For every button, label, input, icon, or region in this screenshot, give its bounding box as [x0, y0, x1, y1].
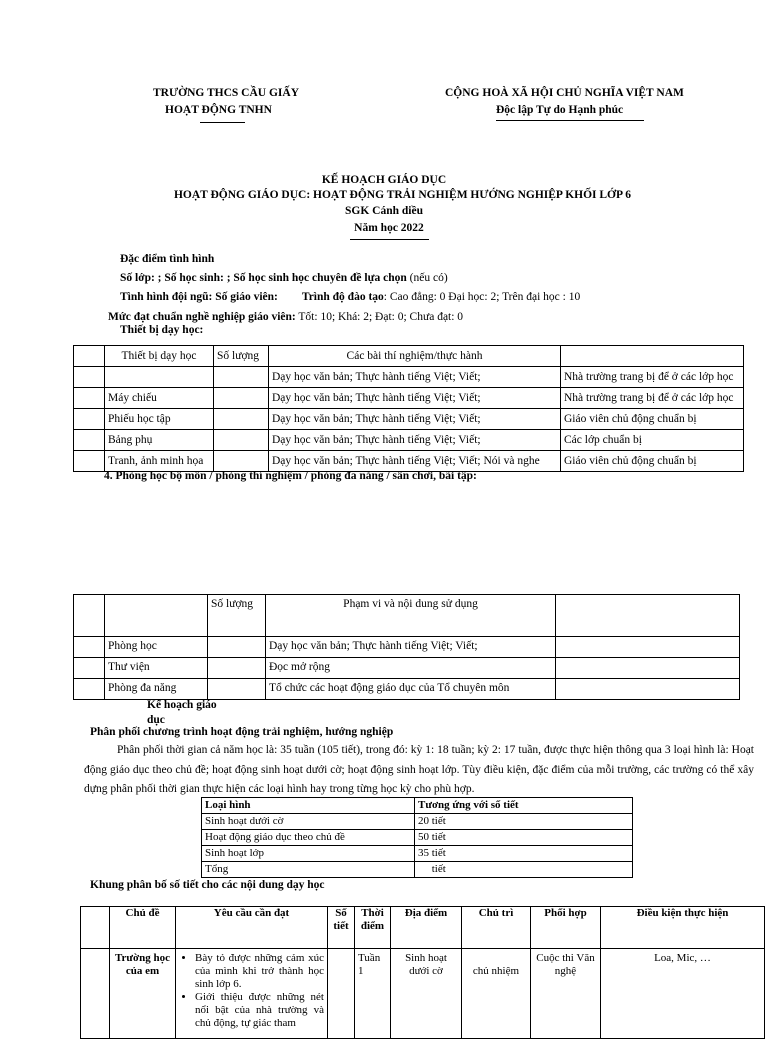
table-row [74, 637, 740, 658]
table-cell: Dạy học văn bản; Thực hành tiếng Việt; Viết; Nói và nghe [269, 451, 561, 472]
table-cell [74, 409, 105, 430]
staff-level-label: Trình độ đào tạo [301, 291, 384, 303]
table-cell: Dạy học văn bản; Thực hành tiếng Việt; Viết; [266, 637, 556, 658]
header-cell [561, 346, 744, 367]
table-cell: Sinh hoạt lớp [202, 846, 415, 862]
header-cell: Địa điểm [391, 907, 462, 949]
table-cell: Phòng đa năng [105, 679, 208, 700]
table-cell [556, 679, 740, 700]
table-cell: Tranh, ảnh minh họa [105, 451, 214, 472]
table-cell [214, 367, 269, 388]
nation-title: CỘNG HOÀ XÃ HỘI CHỦ NGHĨA VIỆT NAM [445, 87, 684, 99]
table-row [202, 814, 633, 830]
table-row [74, 451, 744, 472]
year-underline [350, 239, 429, 240]
table-cell: Hoạt động giáo dục theo chủ đề [202, 830, 415, 846]
dept-underline [200, 122, 245, 123]
table-cell: Máy chiếu [105, 388, 214, 409]
topic-cell: Trường học của em [110, 949, 176, 1039]
table-cell: Đọc mở rộng [266, 658, 556, 679]
table-cell [74, 388, 105, 409]
table-cell [81, 949, 110, 1039]
types-table [201, 797, 633, 878]
table-cell [214, 409, 269, 430]
standard-line [108, 311, 463, 323]
table-cell: Nhà trường trang bị để ở các lớp học [561, 388, 744, 409]
doc-subtitle: HOẠT ĐỘNG GIÁO DỤC: HOẠT ĐỘNG TRẢI NGHIỆM HƯỚNG NGHIỆP KHỐI LỚP 6 [173, 189, 632, 201]
staff-level-value: : Cao đẳng: 0 Đại học: 2; Trên đại học : 10 [383, 291, 581, 303]
table-cell: Phiếu học tập [105, 409, 214, 430]
plan-paragraph: Phân phối thời gian cả năm học là: 35 tuần (105 tiết), trong đó: kỳ 1: 18 tuần; kỳ 2: 17 tuần, được thực hiện thông qua 3 loại hình là: Hoạt động giáo dục theo chủ đề; hoạt động sinh hoạt dưới cờ; hoạt động sinh hoạt lớp. Tùy điều kiện, đặc điểm của mỗi trường, các trường có thể xây dựng phân phối thời gian thực hiện các loại hình hay trong từng học kỳ cho phù hợp. [84, 744, 754, 795]
list-item: • Giới thiệu được những nét nổi bật của nhà trường và chủ động, tự giác tham [195, 991, 324, 1030]
place-cell: Sinh hoạt dưới cờ [391, 949, 462, 1039]
header-cell: Tương ứng với số tiết [415, 798, 633, 814]
conditions-cell: Loa, Mic, … [601, 949, 765, 1039]
standard-value: Tốt: 10; Khá: 2; Đạt: 0; Chưa đạt: 0 [295, 311, 464, 323]
motto-underline [496, 120, 644, 121]
table-cell: tiết [415, 862, 633, 878]
department-name: HOẠT ĐỘNG TNHN [165, 104, 272, 116]
motto: Độc lập Tự do Hạnh phúc [496, 104, 624, 116]
header-cell: Điều kiện thực hiện [601, 907, 765, 949]
table-cell: Thư viện [105, 658, 208, 679]
plan-heading-cont: dục [147, 714, 165, 726]
header-cell: Thời điểm [355, 907, 391, 949]
table-cell: Dạy học văn bản; Thực hành tiếng Việt; Viết; [269, 409, 561, 430]
rooms-table [73, 594, 740, 700]
equipment-header-row [74, 346, 744, 367]
table-row [74, 679, 740, 700]
framework-heading: Khung phân bố số tiết cho các nội dung dạy học [90, 879, 325, 891]
table-cell [208, 637, 266, 658]
framework-table [80, 906, 765, 1039]
table-row [74, 409, 744, 430]
equipment-table [73, 345, 744, 472]
table-cell [556, 637, 740, 658]
table-cell [74, 658, 105, 679]
plan-subheading: Phân phối chương trình hoạt động trải nghiệm, hướng nghiệp [90, 726, 394, 738]
header-cell [74, 346, 105, 367]
rooms-header-row [74, 595, 740, 637]
classes-label: Số lớp: ; Số học sinh: ; Số học sinh học chuyên đề lựa chọn [120, 272, 407, 284]
header-cell: Phạm vi và nội dung sử dụng [266, 595, 556, 637]
header-cell: Phối hợp [531, 907, 601, 949]
header-cell: Số tiết [328, 907, 355, 949]
table-cell [74, 451, 105, 472]
table-cell: Nhà trường trang bị để ở các lớp học [561, 367, 744, 388]
table-cell: Sinh hoạt dưới cờ [202, 814, 415, 830]
framework-header-row [81, 907, 765, 949]
requirements-cell [176, 949, 328, 1039]
header-cell [74, 595, 105, 637]
header-cell [81, 907, 110, 949]
table-cell: Dạy học văn bản; Thực hành tiếng Việt; Viết; [269, 367, 561, 388]
table-cell [74, 679, 105, 700]
header-cell: Số lượng [214, 346, 269, 367]
table-cell [214, 451, 269, 472]
table-cell: Phòng học [105, 637, 208, 658]
header-cell: Các bài thí nghiệm/thực hành [269, 346, 561, 367]
header-cell: Chủ trì [462, 907, 531, 949]
types-header-row [202, 798, 633, 814]
table-cell: Tổ chức các hoạt động giáo dục của Tổ chuyên môn [266, 679, 556, 700]
table-cell: Bảng phụ [105, 430, 214, 451]
header-cell: Chủ đề [110, 907, 176, 949]
equipment-heading: Thiết bị dạy học: [120, 324, 204, 336]
table-cell: Giáo viên chủ động chuẩn bị [561, 451, 744, 472]
table-cell [74, 637, 105, 658]
table-cell [74, 367, 105, 388]
table-cell: 20 tiết [415, 814, 633, 830]
classes-note: (nếu có) [406, 272, 448, 284]
table-cell: Giáo viên chủ động chuẩn bị [561, 409, 744, 430]
table-row [202, 846, 633, 862]
partner-cell: Cuộc thi Văn nghệ [531, 949, 601, 1039]
header-cell [105, 595, 208, 637]
table-cell: 35 tiết [415, 846, 633, 862]
table-cell [105, 367, 214, 388]
table-cell [208, 679, 266, 700]
school-year: Năm học 2022 [354, 222, 424, 234]
situation-heading: Đặc điểm tình hình [120, 253, 215, 265]
table-cell: Dạy học văn bản; Thực hành tiếng Việt; Viết; [269, 430, 561, 451]
standard-label: Mức đạt chuẩn nghề nghiệp giáo viên: [108, 311, 296, 323]
rooms-heading: 4. Phòng học bộ môn / phòng thí nghiệm / phòng đa năng / sân chơi, bãi tập: [104, 470, 477, 482]
table-row [81, 949, 765, 1039]
plan-heading: Kế hoạch giáo [147, 699, 217, 711]
table-row [74, 388, 744, 409]
periods-cell [328, 949, 355, 1039]
table-row [74, 430, 744, 451]
table-row [202, 830, 633, 846]
table-cell [208, 658, 266, 679]
school-name: TRƯỜNG THCS CẦU GIẤY [153, 87, 300, 99]
header-cell [556, 595, 740, 637]
table-cell: Các lớp chuẩn bị [561, 430, 744, 451]
header-cell: Số lượng [208, 595, 266, 637]
table-cell: Dạy học văn bản; Thực hành tiếng Việt; Viết; [269, 388, 561, 409]
host-cell: chủ nhiệm [462, 949, 531, 1039]
table-cell [214, 430, 269, 451]
doc-title: KẾ HOẠCH GIÁO DỤC [321, 174, 447, 186]
table-cell: 50 tiết [415, 830, 633, 846]
staff-line [120, 291, 580, 303]
header-cell: Yêu cầu cần đạt [176, 907, 328, 949]
table-row [202, 862, 633, 878]
table-cell: Tổng [202, 862, 415, 878]
header-cell: Thiết bị dạy học [105, 346, 214, 367]
staff-label: Tình hình đội ngũ: Số giáo viên: [120, 291, 278, 303]
table-row [74, 367, 744, 388]
list-item: • Bày tỏ được những cảm xúc của mình khi trở thành học sinh lớp 6. [195, 952, 324, 991]
table-cell [556, 658, 740, 679]
table-cell [74, 430, 105, 451]
table-row [74, 658, 740, 679]
classes-line [120, 272, 448, 284]
header-cell: Loại hình [202, 798, 415, 814]
table-cell [214, 388, 269, 409]
textbook-name: SGK Cánh diều [345, 205, 423, 217]
time-cell: Tuần 1 [355, 949, 391, 1039]
